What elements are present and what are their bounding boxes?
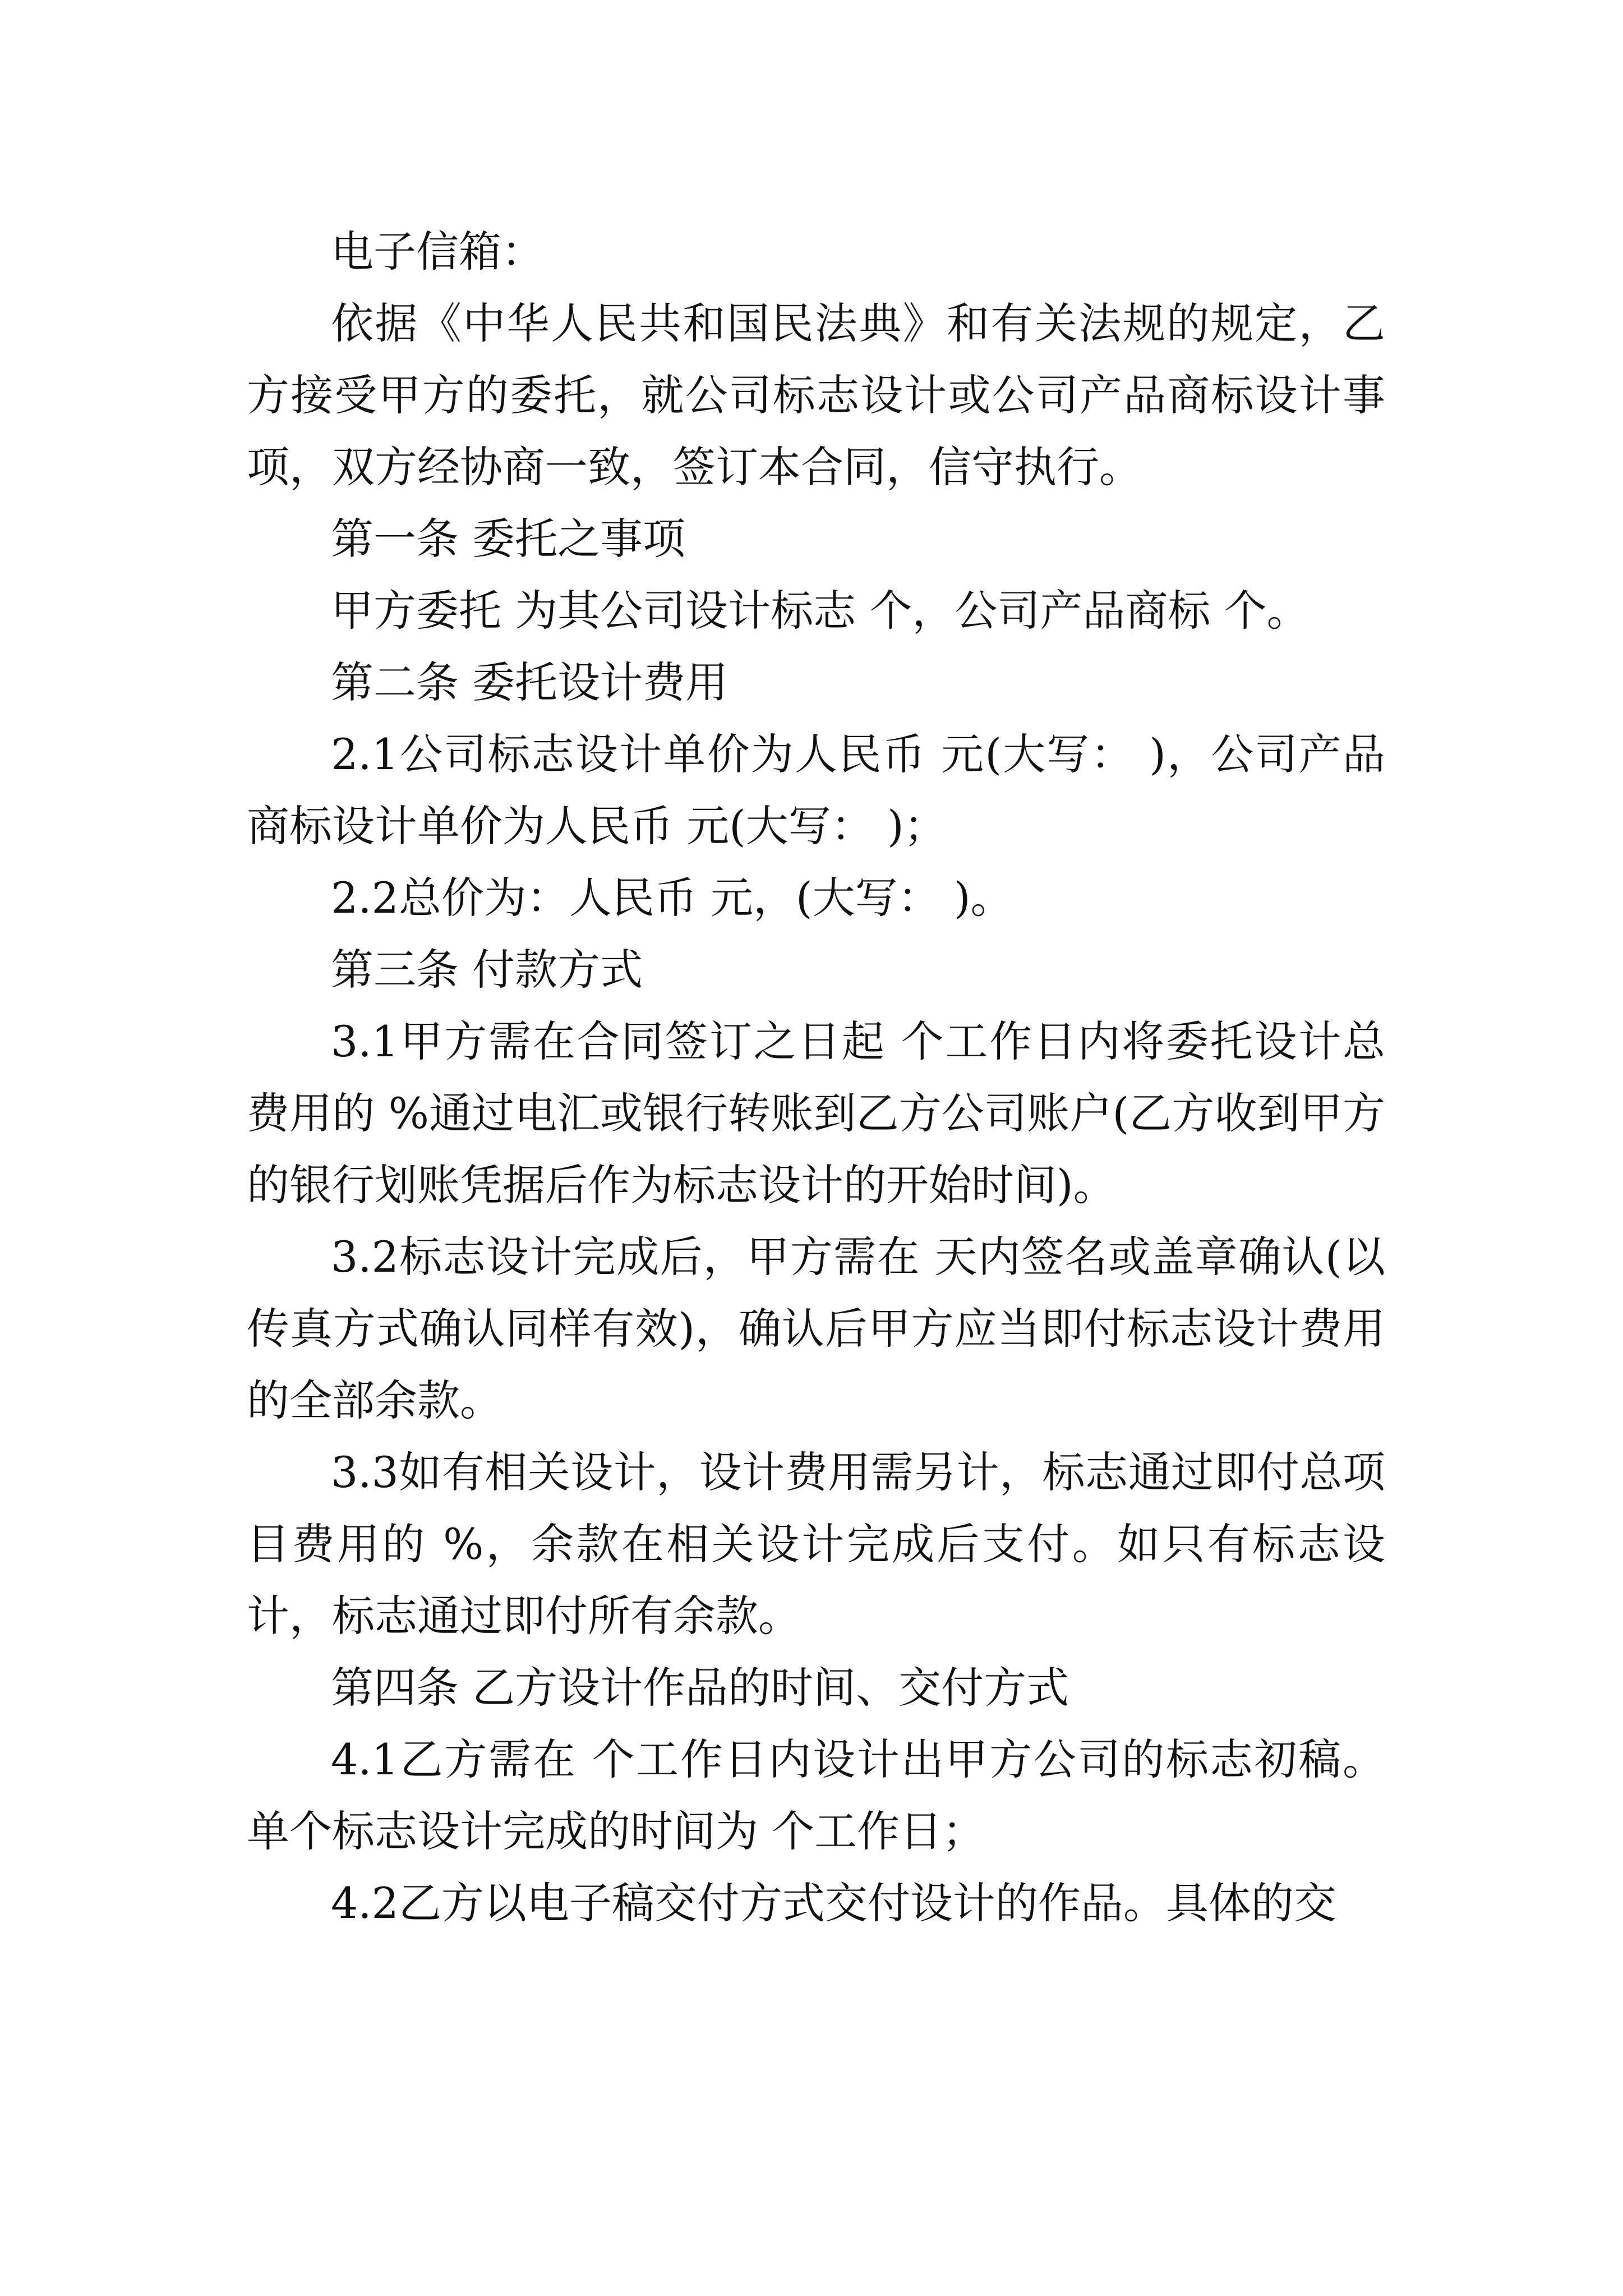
article-4-heading: 第四条 乙方设计作品的时间、交付方式 bbox=[331, 1663, 1069, 1713]
preamble-paragraph: 依据《中华人民共和国民法典》和有关法规的规定，乙方接受甲方的委托，就公司标志设计或公司产品商标设计事项，双方经协商一致，签订本合同，信守执行。 bbox=[247, 298, 1385, 492]
clause-2-1-paragraph: 2.1公司标志设计单价为人民币 元(大写： )，公司产品商标设计单价为人民币 元(大写： )； bbox=[247, 729, 1385, 851]
article-1-paragraph: 甲方委托 为其公司设计标志 个，公司产品商标 个。 bbox=[331, 586, 1310, 636]
email-line: 电子信箱： bbox=[331, 227, 544, 277]
article-1-heading: 第一条 委托之事项 bbox=[331, 514, 686, 564]
clause-3-2-paragraph: 3.2标志设计完成后，甲方需在 天内签名或盖章确认(以传真方式确认同样有效)，确认后甲方应当即付标志设计费用的全部余款。 bbox=[247, 1232, 1385, 1425]
document-body bbox=[247, 216, 1385, 1939]
clause-2-2-paragraph: 2.2总价为：人民币 元，(大写： )。 bbox=[331, 873, 1013, 923]
article-3-heading: 第三条 付款方式 bbox=[331, 945, 643, 995]
clause-4-2-paragraph: 4.2乙方以电子稿交付方式交付设计的作品。具体的交 bbox=[331, 1878, 1336, 1928]
clause-4-1-paragraph: 4.1乙方需在 个工作日内设计出甲方公司的标志初稿。单个标志设计完成的时间为 个工作日； bbox=[247, 1734, 1385, 1856]
article-2-heading: 第二条 委托设计费用 bbox=[331, 657, 728, 707]
clause-3-3-paragraph: 3.3如有相关设计，设计费用需另计，标志通过即付总项目费用的 %，余款在相关设计完成后支付。如只有标志设计，标志通过即付所有余款。 bbox=[247, 1447, 1385, 1641]
clause-3-1-paragraph: 3.1甲方需在合同签订之日起 个工作日内将委托设计总费用的 %通过电汇或银行转账到乙方公司账户(乙方收到甲方的银行划账凭据后作为标志设计的开始时间)。 bbox=[247, 1016, 1385, 1210]
